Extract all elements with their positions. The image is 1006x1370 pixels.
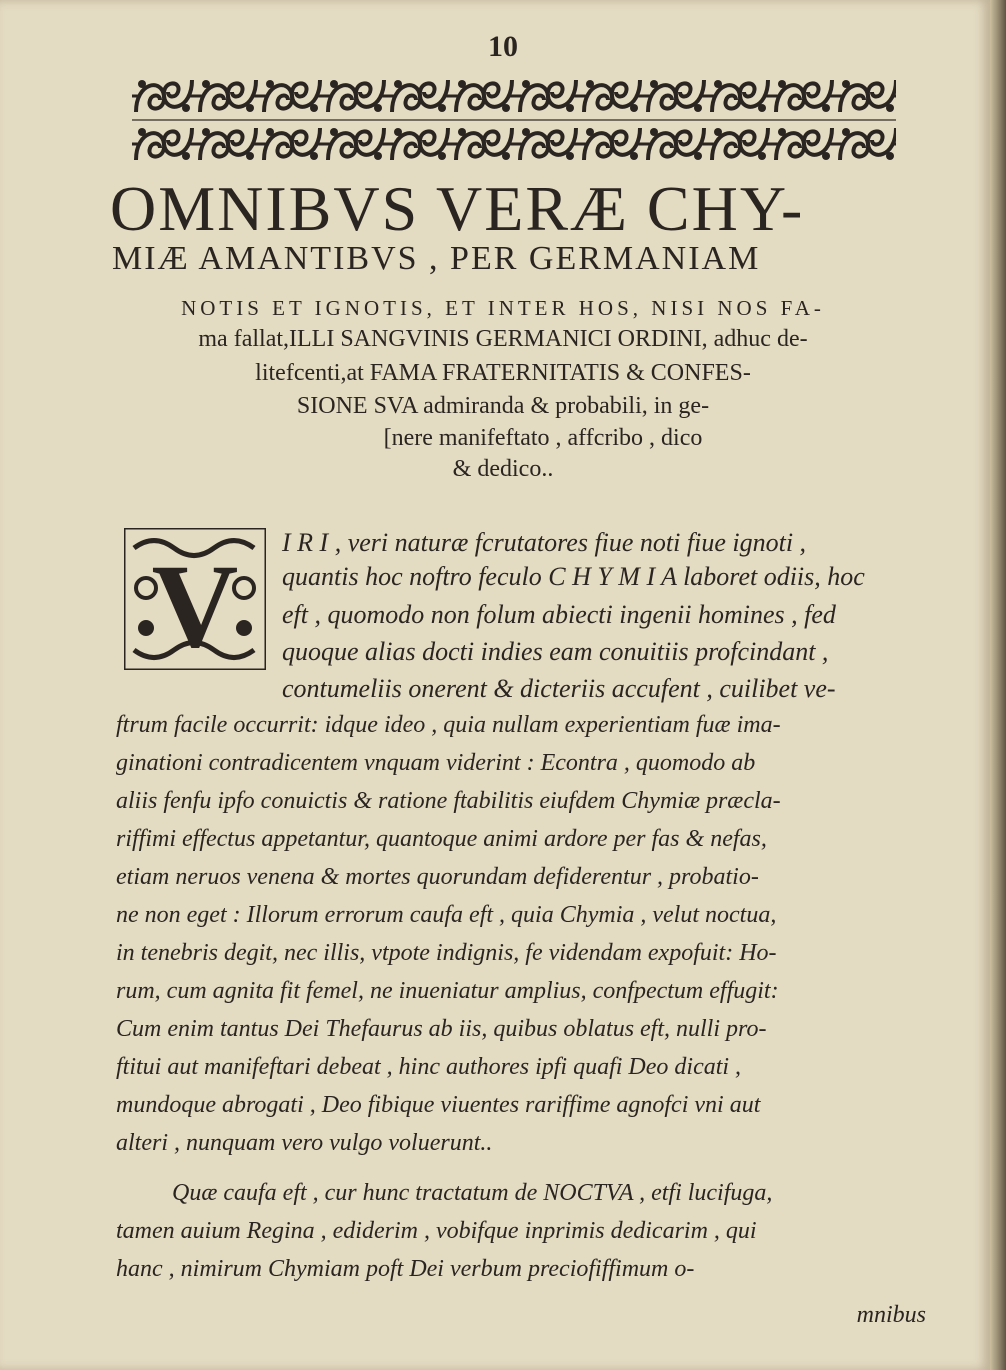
- paragraph-1-line: quantis hoc noftro feculo C H Y M I A laboret odiis, hoc: [282, 562, 865, 591]
- dedication-line: litefcenti,at FAMA FRATERNITATIS & CONFES-: [255, 360, 751, 386]
- dedication-line: ma fallat,ILLI SANGVINIS GERMANICI ORDINI, adhuc de-: [198, 326, 808, 352]
- svg-text:V: V: [151, 539, 239, 670]
- page-edge: [990, 0, 1006, 1370]
- catchword: mnibus: [856, 1302, 926, 1328]
- decorated-initial-v: [124, 528, 266, 670]
- paragraph-1-line: ginationi contradicentem vnquam viderint : Econtra , quomodo ab: [116, 750, 756, 776]
- paragraph-1-line: ftitui aut manifeftari debeat , hinc authores ipfi quafi Deo dicati ,: [116, 1054, 742, 1080]
- paragraph-1-line: I R I , veri naturæ fcrutatores fiue noti fiue ignoti ,: [282, 528, 807, 557]
- paragraph-1-line: in tenebris degit, nec illis, vtpote indignis, fe videndam expofuit: Ho-: [116, 940, 777, 966]
- paragraph-1-line: contumeliis onerent & dicteriis accufent , cuilibet ve-: [282, 674, 836, 703]
- paragraph-1-line: ne non eget : Illorum errorum caufa eft , quia Chymia , velut noctua,: [116, 902, 777, 928]
- dedication-line: & dedico..: [452, 456, 554, 482]
- page-number: 10: [488, 30, 518, 63]
- ornamental-headpiece: [132, 72, 896, 168]
- paragraph-1-line: riffimi effectus appetantur, quantoque animi ardore per fas & nefas,: [116, 826, 767, 852]
- paragraph-2-line: hanc , nimirum Chymiam poft Dei verbum preciofiffimum o-: [116, 1256, 695, 1282]
- paragraph-2-line: Quæ caufa eft , cur hunc tractatum de NOCTVA , etfi lucifuga,: [172, 1180, 773, 1206]
- dedication-line: SIONE SVA admiranda & probabili, in ge-: [296, 393, 710, 419]
- title-line-1: OMNIBVS VERÆ CHY-: [110, 173, 805, 244]
- paragraph-1-line: mundoque abrogati , Deo fibique viuentes rariffime agnofci vni aut: [116, 1092, 761, 1118]
- dedication-line: NOTIS ET IGNOTIS, ET INTER HOS, NISI NOS FA-: [181, 296, 825, 320]
- paragraph-1-line: alteri , nunquam vero vulgo voluerunt..: [116, 1130, 493, 1156]
- paragraph-1-line: etiam neruos venena & mortes quorundam defiderentur , probatio-: [116, 864, 759, 890]
- paragraph-1-line: rum, cum agnita fit femel, ne inueniatur amplius, confpectum effugit:: [116, 978, 779, 1004]
- title-line-2: MIÆ AMANTIBVS , PER GERMANIAM: [112, 240, 761, 277]
- dedication-line: [nere manifeftato , affcribo , dico: [383, 425, 703, 451]
- paragraph-1-line: aliis fenfu ipfo conuictis & ratione ftabilitis eiufdem Chymiæ præcla-: [116, 788, 781, 814]
- paragraph-1-line: Cum enim tantus Dei Thefaurus ab iis, quibus oblatus eft, nulli pro-: [116, 1016, 767, 1042]
- paragraph-2-line: tamen auium Regina , ediderim , vobifque inprimis dedicarim , qui: [116, 1218, 757, 1244]
- paragraph-1-line: ftrum facile occurrit: idque ideo , quia nullam experientiam fuæ ima-: [116, 712, 781, 738]
- paragraph-1-line: eft , quomodo non folum abiecti ingenii homines , fed: [282, 600, 836, 629]
- paragraph-1-line: quoque alias docti indies eam conuitiis profcindant ,: [282, 637, 829, 666]
